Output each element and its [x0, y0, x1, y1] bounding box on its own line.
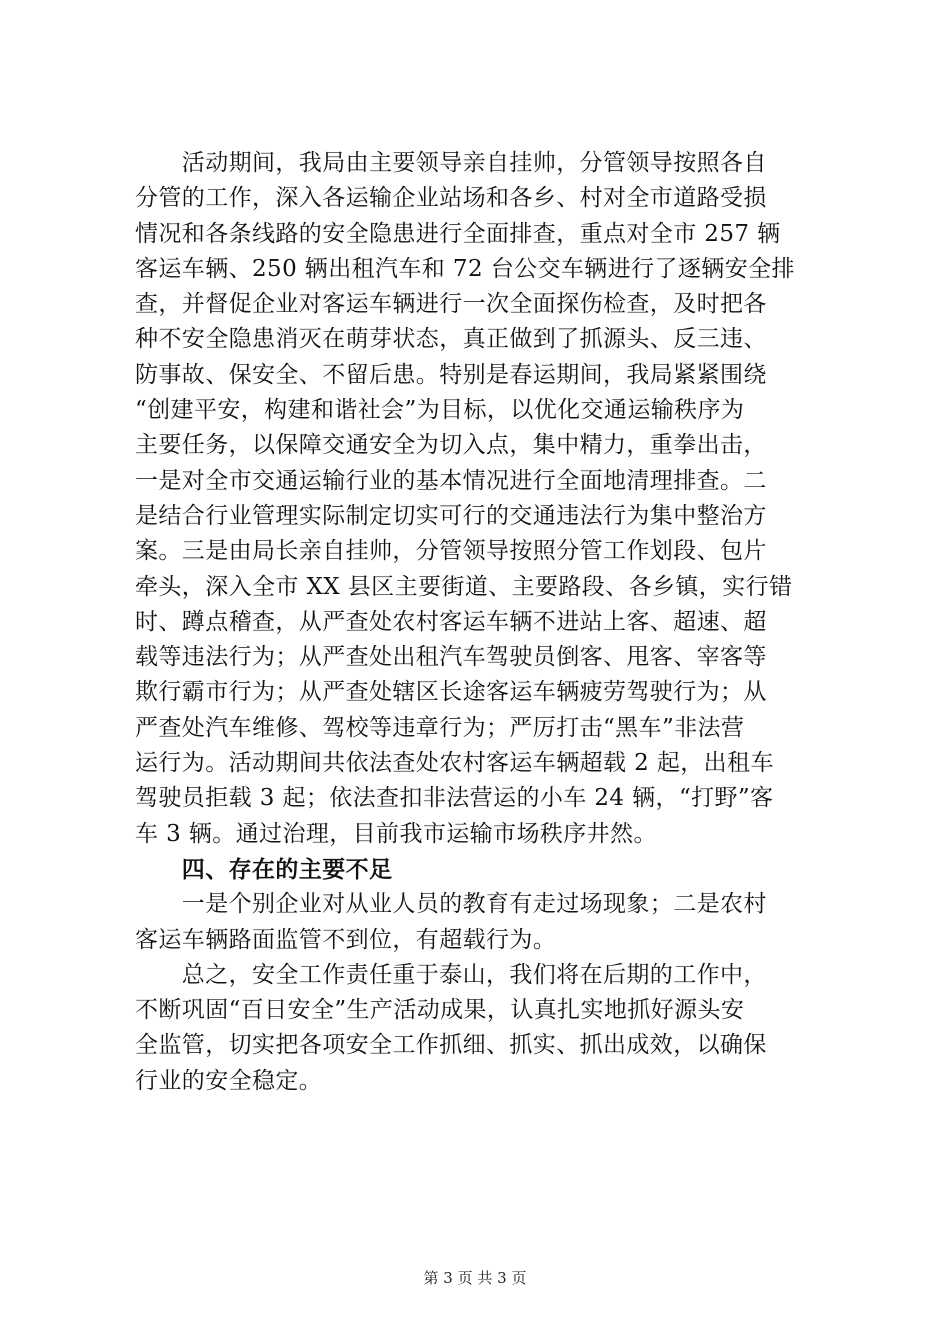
body-line: 一是对全市交通运输行业的基本情况进行全面地清理排查。二 [135, 467, 767, 494]
body-line: 客运车辆路面监管不到位，有超载行为。 [135, 926, 557, 953]
body-line: 分管的工作，深入各运输企业站场和各乡、村对全市道路受损 [135, 185, 767, 212]
body-line: 载等违法行为；从严查处出租汽车驾驶员倒客、甩客、宰客等 [135, 644, 767, 671]
body-line: 案。三是由局长亲自挂帅，分管领导按照分管工作划段、包片 [135, 538, 767, 565]
body-line: 种不安全隐患消灭在萌芽状态，真正做到了抓源头、反三违、 [135, 326, 767, 353]
body-line: 查，并督促企业对客运车辆进行一次全面探伤检查，及时把各 [135, 291, 767, 318]
body-line: 时、蹲点稽查，从严查处农村客运车辆不进站上客、超速、超 [135, 608, 767, 635]
body-line: 欺行霸市行为；从严查处辖区长途客运车辆疲劳驾驶行为；从 [135, 679, 767, 706]
body-line: 一是个别企业对从业人员的教育有走过场现象；二是农村 [135, 891, 767, 918]
body-line: 总之，安全工作责任重于泰山，我们将在后期的工作中， [135, 961, 767, 988]
body-line: “创建平安，构建和谐社会”为目标，以优化交通运输秩序为 [135, 397, 745, 424]
section-heading: 四、存在的主要不足 [135, 855, 393, 883]
body-line: 驾驶员拒载 3 起；依法查扣非法营运的小车 24 辆，“打野”客 [135, 785, 774, 812]
body-line: 全监管，切实把各项安全工作抓细、抓实、抓出成效，以确保 [135, 1032, 767, 1059]
body-line: 严查处汽车维修、驾校等违章行为；严厉打击“黑车”非法营 [135, 714, 745, 741]
body-line: 不断巩固“百日安全”生产活动成果，认真扎实地抓好源头安 [135, 997, 745, 1024]
body-line: 客运车辆、250 辆出租汽车和 72 台公交车辆进行了逐辆安全排 [135, 255, 795, 282]
body-line: 牵头，深入全市 XX 县区主要街道、主要路段、各乡镇，实行错 [135, 573, 793, 600]
body-line: 运行为。活动期间共依法查处农村客运车辆超载 2 起，出租车 [135, 750, 774, 777]
body-line: 防事故、保安全、不留后患。特别是春运期间，我局紧紧围绕 [135, 361, 767, 388]
body-line: 主要任务，以保障交通安全为切入点，集中精力，重拳出击， [135, 432, 767, 459]
page-footer: 第 3 页 共 3 页 [423, 1269, 527, 1287]
document-body [135, 146, 825, 1099]
body-line: 是结合行业管理实际制定切实可行的交通违法行为集中整治方 [135, 502, 767, 529]
body-line: 情况和各条线路的安全隐患进行全面排查，重点对全市 257 辆 [135, 220, 781, 247]
body-line: 车 3 辆。通过治理，目前我市运输市场秩序井然。 [135, 820, 657, 847]
body-line: 活动期间，我局由主要领导亲自挂帅，分管领导按照各自 [135, 150, 767, 176]
body-line: 行业的安全稳定。 [135, 1067, 323, 1094]
